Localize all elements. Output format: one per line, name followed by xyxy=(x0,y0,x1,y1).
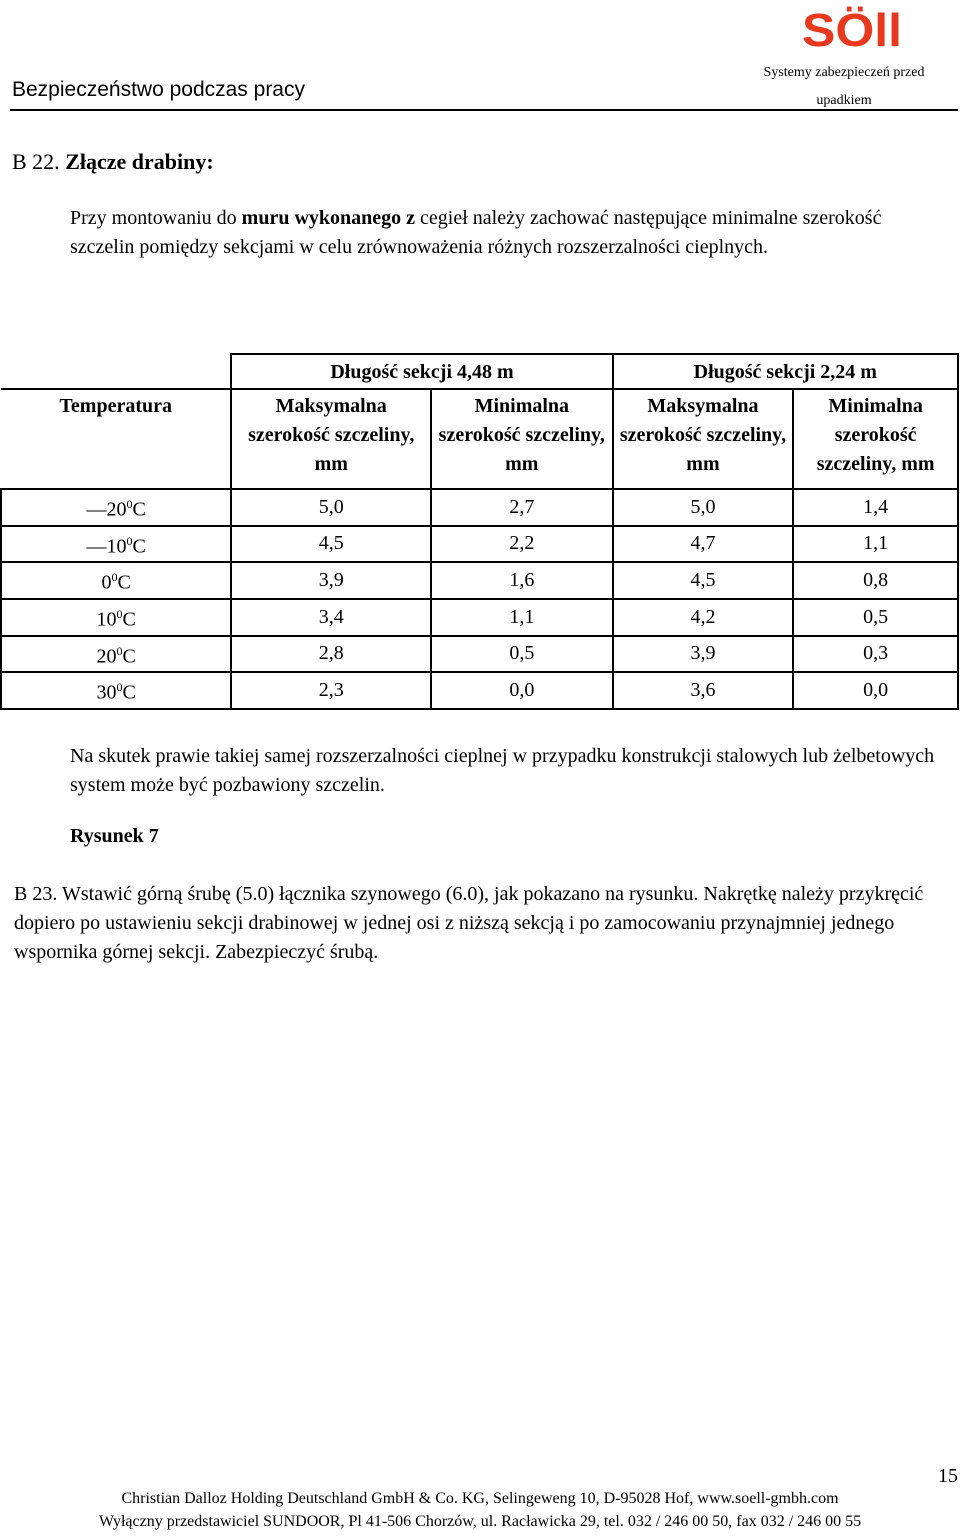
value-cell: 0,0 xyxy=(793,672,958,709)
col-header-min-224: Minimalna szerokość szczeliny, mm xyxy=(793,389,958,489)
value-cell: 0,5 xyxy=(431,636,613,673)
header-divider xyxy=(10,109,958,111)
value-cell: 0,0 xyxy=(431,672,613,709)
table-row xyxy=(1,526,958,563)
col-header-max-224: Maksymalna szerokość szczeliny, mm xyxy=(613,389,794,489)
header-right-text xyxy=(740,59,948,115)
value-cell: 3,4 xyxy=(231,599,431,636)
value-cell: 1,4 xyxy=(793,489,958,526)
table-row xyxy=(1,672,958,709)
group-header-448: Długość sekcji 4,48 m xyxy=(231,354,612,389)
intro-text-bold: muru wykonanego z xyxy=(241,207,416,229)
soell-logo xyxy=(800,6,904,50)
page-number: 15 xyxy=(938,1465,958,1487)
temp-cell: $—10^0C$ xyxy=(1,526,231,563)
value-cell: 4,2 xyxy=(613,599,794,636)
footer-line2: Wyłączny przedstawiciel SUNDOOR, Pl 41-506 Chorzów, ul. Racławicka 29, tel. 032 / 246 00 50, fax 032 / 246 00 55 xyxy=(98,1513,862,1530)
footer-line1: Christian Dalloz Holding Deutschland GmbH & Co. KG, Selingeweng 10, D-95028 Hof, www.soell-gmbh.com xyxy=(121,1490,839,1507)
value-cell: 0,5 xyxy=(793,599,958,636)
temp-cell: $0^0C$ xyxy=(1,562,231,599)
intro-text-before: Przy montowaniu do xyxy=(70,207,242,229)
temp-cell: $20^0C$ xyxy=(1,636,231,673)
value-cell: 5,0 xyxy=(231,489,431,526)
col-header-min-448: Minimalna szerokość szczeliny, mm xyxy=(431,389,613,489)
intro-text-after: cegieł należy zachować następujące minimalne szerokość szczelin pomiędzy sekcjami w celu zrównoważenia różnych rozszerzalności cieplnych. xyxy=(70,207,882,258)
gap-width-table xyxy=(0,353,959,710)
value-cell: 1,1 xyxy=(793,526,958,563)
header-title: Bezpieczeństwo podczas pracy xyxy=(12,78,305,101)
temperature-header: Temperatura xyxy=(1,389,231,489)
col-header-max-448: Maksymalna szerokość szczeliny, mm xyxy=(231,389,431,489)
temp-cell: $10^0C$ xyxy=(1,599,231,636)
header-right-line2: upadkiem xyxy=(816,93,872,108)
section-heading xyxy=(12,149,214,175)
value-cell: 2,7 xyxy=(431,489,613,526)
value-cell: 3,9 xyxy=(231,562,431,599)
value-cell: 2,8 xyxy=(231,636,431,673)
temp-cell: $30^0C$ xyxy=(1,672,231,709)
svg-text:SÖll: SÖll xyxy=(802,6,902,50)
value-cell: 3,9 xyxy=(613,636,794,673)
section-title: Złącze drabiny: xyxy=(65,149,214,174)
value-cell: 2,3 xyxy=(231,672,431,709)
table-corner-empty xyxy=(1,354,231,389)
value-cell: 4,7 xyxy=(613,526,794,563)
table-row xyxy=(1,489,958,526)
value-cell: 3,6 xyxy=(613,672,794,709)
value-cell: 4,5 xyxy=(613,562,794,599)
value-cell: 2,2 xyxy=(431,526,613,563)
table-row xyxy=(1,599,958,636)
value-cell: 5,0 xyxy=(613,489,794,526)
value-cell: 1,1 xyxy=(431,599,613,636)
value-cell: 1,6 xyxy=(431,562,613,599)
table-row xyxy=(1,636,958,673)
value-cell: 4,5 xyxy=(231,526,431,563)
value-cell: 0,3 xyxy=(793,636,958,673)
value-cell: 0,8 xyxy=(793,562,958,599)
note-paragraph: Na skutek prawie takiej samej rozszerzalności cieplnej w przypadku konstrukcji stalowych lub żelbetowych system może być pozbawiony szczelin. xyxy=(70,745,935,796)
header-right-line1: Systemy zabezpieczeń przed xyxy=(763,65,925,80)
figure-label: Rysunek 7 xyxy=(70,825,159,847)
group-header-224: Długość sekcji 2,24 m xyxy=(613,354,958,389)
section-number: B 22. xyxy=(12,149,60,174)
table-row xyxy=(1,562,958,599)
intro-paragraph xyxy=(70,204,948,262)
temp-cell: $—20^0C$ xyxy=(1,489,231,526)
b23-paragraph: B 23. Wstawić górną śrubę (5.0) łącznika szynowego (6.0), jak pokazano na rysunku. Nakrętkę należy przykręcić dopiero po ustawieniu sekcji drabinowej w jednej osi z niższą sekcją i po zamocowaniu przynajmniej jednego wspornika górnej sekcji. Zabezpieczyć śrubą. xyxy=(14,883,924,963)
